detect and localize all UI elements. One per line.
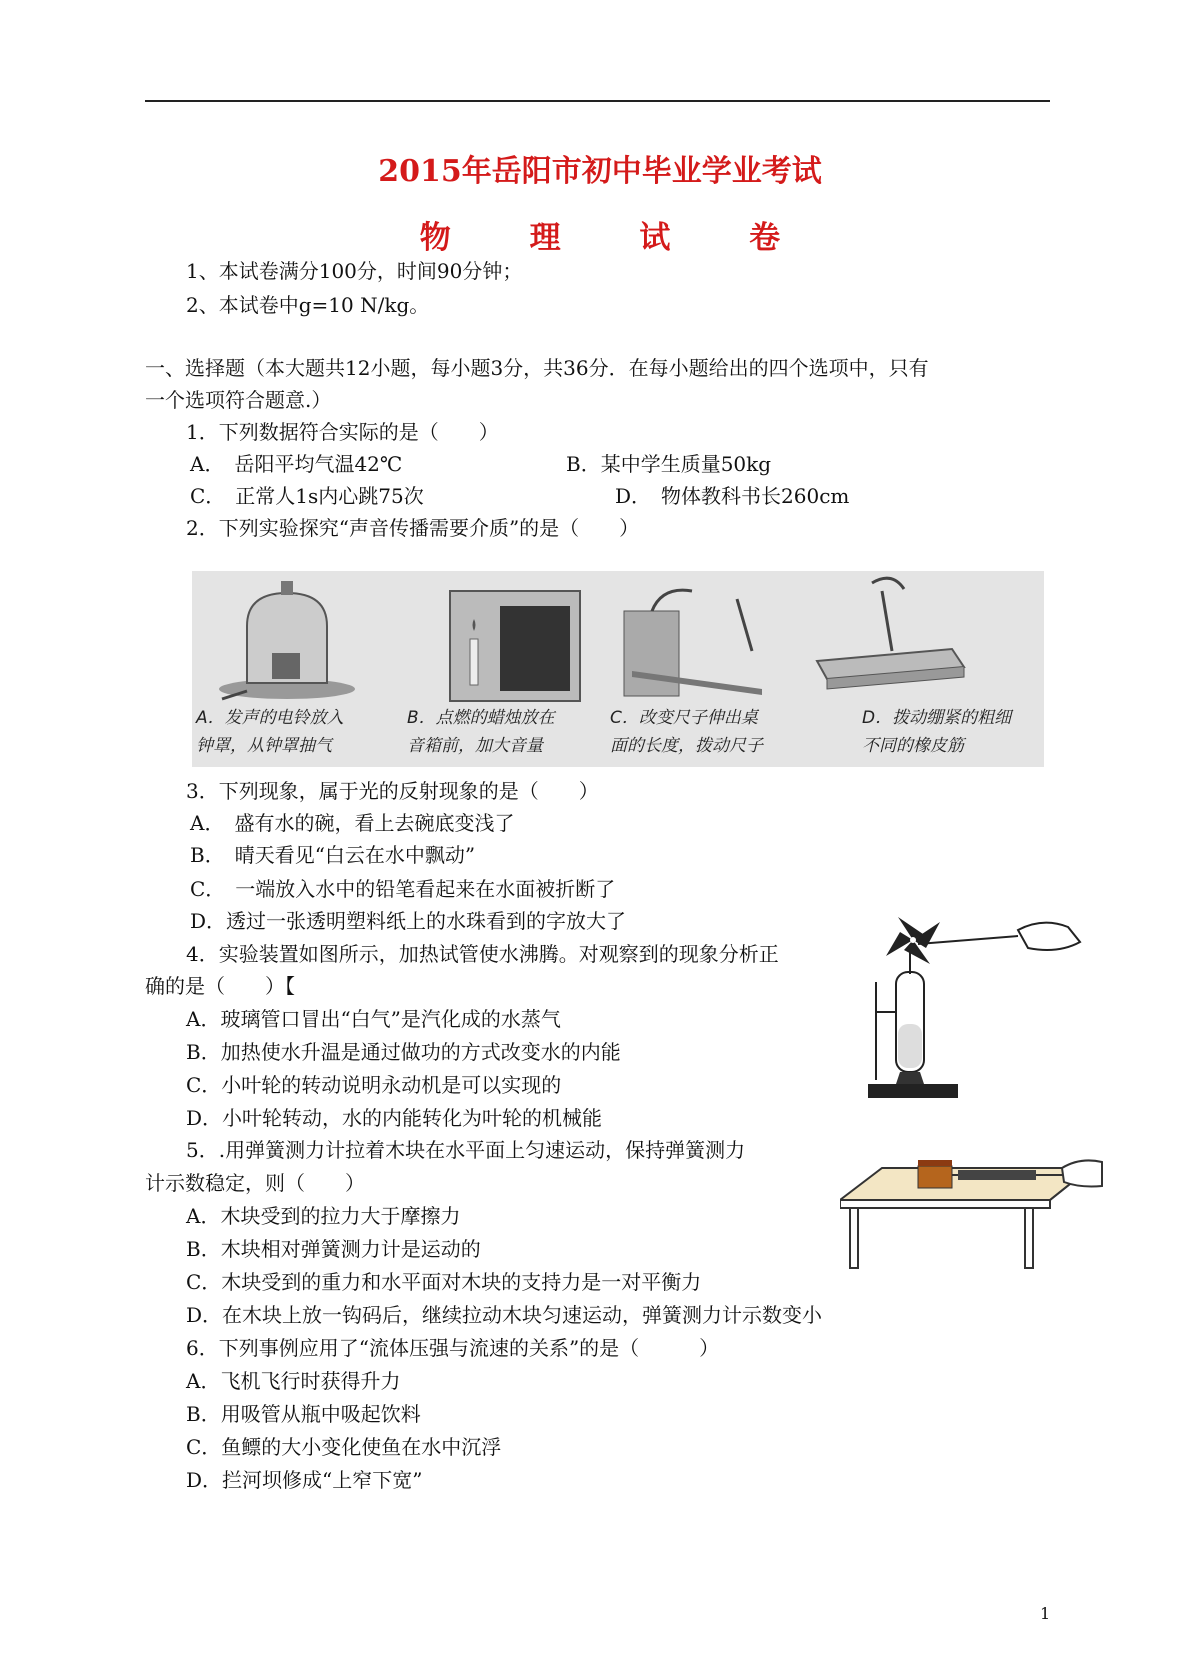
q3-stem: 3．下列现象，属于光的反射现象的是（ ） [186,779,599,803]
exam-subtitle: 物 理 试 卷 [419,220,815,256]
q4-option-c: C．小叶轮的转动说明永动机是可以实现的 [186,1073,562,1097]
q2-caption-c2: 面的长度，拨动尺子 [610,736,763,756]
section-heading-line1: 一、选择题（本大题共12小题，每小题3分，共36分．在每小题给出的四个选项中，只有 [145,356,929,380]
q6-option-a: A．飞机飞行时获得升力 [186,1369,401,1393]
q5-option-a: A．木块受到的拉力大于摩擦力 [186,1204,461,1228]
q2-figure-strip [192,571,1044,767]
q1-option-d: D． 物体教科书长260cm [615,484,850,508]
speaker-candle-icon [450,591,580,701]
q6-stem: 6．下列事例应用了“流体压强与流速的关系”的是（ ） [186,1336,720,1360]
note-2: 2、本试卷中g=10 N/kg。 [186,293,430,317]
q3-option-d: D．透过一张透明塑料纸上的水珠看到的字放大了 [190,909,627,933]
q1-stem: 1．下列数据符合实际的是（ ） [186,420,499,444]
test-tube-icon [896,952,924,1072]
exam-title: 2015年岳阳市初中毕业学业考试 [378,154,822,189]
q5-spring-scale-block-figure [840,1152,1110,1272]
note-1: 1、本试卷满分100分，时间90分钟； [186,259,523,283]
q2-caption-d2: 不同的橡皮筋 [862,736,964,756]
q1-option-a: A． 岳阳平均气温42℃ [190,452,403,476]
section-heading-line2: 一个选项符合题意.） [145,388,332,412]
q4-pinwheel-test-tube-figure [868,912,1088,1104]
q1-option-c: C． 正常人1s内心跳75次 [190,484,424,508]
q2-caption-c1: C．改变尺子伸出桌 [610,708,758,728]
q4-option-a: A．玻璃管口冒出“白气”是汽化成的水蒸气 [186,1007,561,1031]
q3-option-b: B． 晴天看见“白云在水中飘动” [190,843,476,867]
header-rule [145,100,1050,102]
q4-stem-line2: 确的是（ ）【 [145,974,295,998]
q6-option-c: C．鱼鳔的大小变化使鱼在水中沉浮 [186,1435,502,1459]
q3-option-c: C． 一端放入水中的铅笔看起来在水面被折断了 [190,877,616,901]
q4-stem-line1: 4．实验装置如图所示，加热试管使水沸腾。对观察到的现象分析正 [186,942,779,966]
wood-block-icon [918,1160,952,1188]
q2-caption-a2: 钟罩，从钟罩抽气 [196,736,332,756]
q4-option-d: D．小叶轮转动，水的内能转化为叶轮的机械能 [186,1106,603,1130]
q2-caption-b1: B．点燃的蜡烛放在 [407,708,555,728]
q5-stem-line2: 计示数稳定，则（ ） [145,1171,365,1195]
q5-option-c: C．木块受到的重力和水平面对木块的支持力是一对平衡力 [186,1270,702,1294]
page-number: 1 [1040,1604,1051,1623]
q6-option-d: D．拦河坝修成“上窄下宽” [186,1468,423,1492]
pinwheel-icon [886,917,940,964]
q1-option-b: B．某中学生质量50kg [566,452,772,476]
q2-caption-b2: 音箱前，加大音量 [407,736,543,756]
q2-caption-d1: D．拨动绷紧的粗细 [862,708,1012,728]
q4-option-b: B．加热使水升温是通过做功的方式改变水的内能 [186,1040,621,1064]
q6-option-b: B．用吸管从瓶中吸起饮料 [186,1402,421,1426]
q5-option-b: B．木块相对弹簧测力计是运动的 [186,1237,481,1261]
q3-option-a: A． 盛有水的碗，看上去碗底变浅了 [190,811,515,835]
q5-option-d: D．在木块上放一钩码后，继续拉动木块匀速运动，弹簧测力计示数变小 [186,1303,823,1327]
table-icon [840,1168,1090,1268]
q2-stem: 2．下列实验探究“声音传播需要介质”的是（ ） [186,516,640,540]
q2-caption-a1: A．发声的电铃放入 [196,708,344,728]
q5-stem-line1: 5．.用弹簧测力计拉着木块在水平面上匀速运动，保持弹簧测力 [186,1138,746,1162]
